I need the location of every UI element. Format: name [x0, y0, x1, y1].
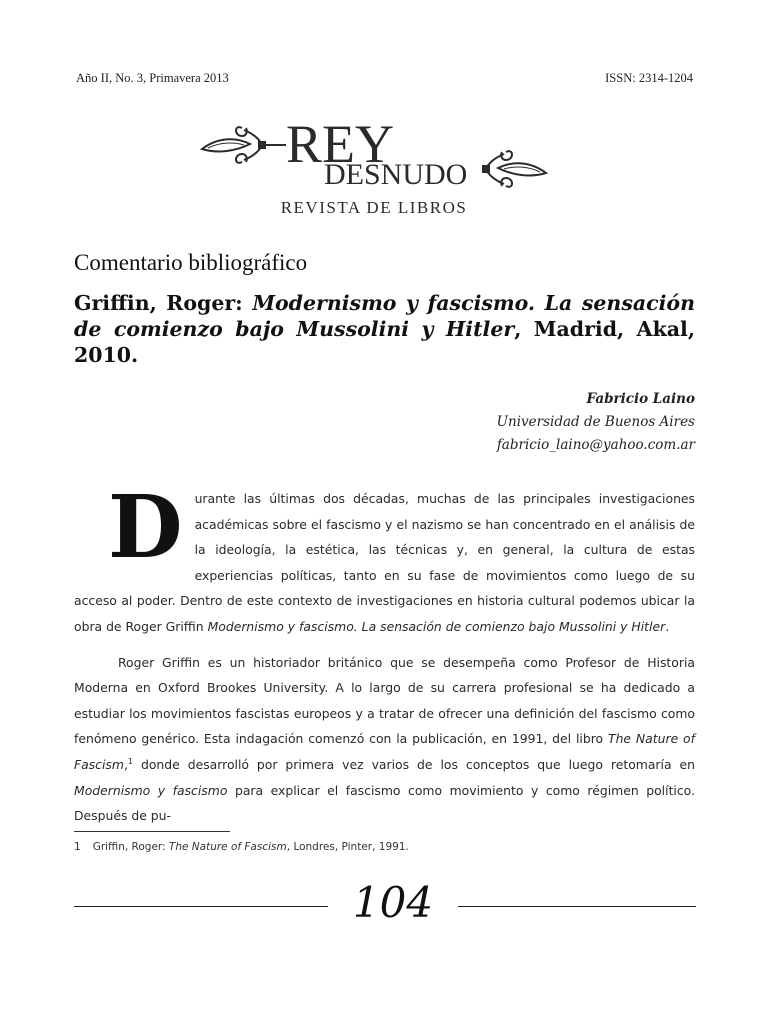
- paragraph-2-text-d: para explicar el fascismo como movimiento y como régimen político. Después de pu-: [74, 782, 695, 824]
- footnote-number: 1: [74, 841, 81, 853]
- footnote-author: Griffin, Roger:: [92, 841, 169, 853]
- footnote-reference[interactable]: 1: [127, 756, 134, 766]
- paragraph-2: [74, 650, 695, 829]
- paragraph-2-text-c: donde desarrolló por primera vez varios de los conceptos que luego retomaría en: [133, 756, 695, 772]
- reviewer-name: Fabricio Laino: [586, 391, 695, 407]
- logo-line1: REY: [286, 114, 394, 174]
- paragraph-2-book-title-1: The Nature of Fascism: [74, 731, 696, 772]
- issn: ISSN: 2314-1204: [605, 71, 693, 85]
- reviewed-book-reference: [74, 290, 695, 368]
- footnote-publication: , Londres, Pinter, 1991.: [286, 841, 409, 853]
- journal-logo: [198, 104, 550, 222]
- reviewer-email[interactable]: fabricio_laino@yahoo.com.ar: [496, 437, 695, 453]
- section-kicker: Comentario bibliográfico: [74, 250, 308, 275]
- logo-subtitle: REVISTA DE LIBROS: [280, 198, 468, 217]
- paragraph-2-text-b: ,: [123, 756, 128, 772]
- paragraph-1-end: .: [665, 618, 670, 634]
- issue-info: Año II, No. 3, Primavera 2013: [76, 71, 229, 85]
- paragraph-2-text-a: Roger Griffin es un historiador británico que se desempeña como Profesor de Historia Moderna en Oxford Brookes University. A lo largo de su carrera profesional se ha dedicado a estudiar los movimientos fascistas europeos y a tratar de ofrecer una definición del fascismo como fenómeno genérico. Esta indagación comenzó con la publicación, en 1991, del libro: [74, 654, 695, 747]
- drop-cap: D: [108, 477, 183, 578]
- paragraph-1-text: urante las últimas dos décadas, muchas de las principales investigaciones académicas sobre el fascismo y el nazismo se han concentrado en el análisis de la ideología, la estética, las técnicas y, en general, la cultura de estas experiencias políticas, tanto en su fase de movimientos como luego de su acceso al poder. Dentro de este contexto de investigaciones en historia cultural podemos ubicar la obra de Roger Griffin: [74, 491, 695, 634]
- paragraph-1: [74, 477, 695, 640]
- footnote-divider: [74, 831, 230, 832]
- reviewer-block: [497, 388, 695, 457]
- book-title: Modernismo y fascismo. La sensación de comienzo bajo Mussolini y Hitler: [74, 291, 696, 341]
- footnote-book-title: The Nature of Fascism: [168, 841, 287, 853]
- footnote: [74, 841, 409, 853]
- article-body: [74, 477, 696, 829]
- paragraph-1-book-title: Modernismo y fascismo. La sensación de comienzo bajo Mussolini y Hitler: [207, 618, 666, 634]
- logo-line2: DESNUDO: [324, 158, 468, 191]
- fleur-de-lis-right-icon: [482, 151, 546, 187]
- reviewer-affiliation: Universidad de Buenos Aires: [496, 414, 695, 430]
- book-author: Griffin, Roger:: [74, 291, 253, 315]
- fleur-de-lis-left-icon: [202, 127, 286, 163]
- page-rule-left: [74, 906, 328, 907]
- book-publication: , Madrid, Akal, 2010.: [74, 317, 695, 367]
- page-number: 104: [352, 878, 434, 927]
- paragraph-2-book-title-2: Modernismo y fascismo: [74, 782, 228, 798]
- page-rule-right: [458, 906, 696, 907]
